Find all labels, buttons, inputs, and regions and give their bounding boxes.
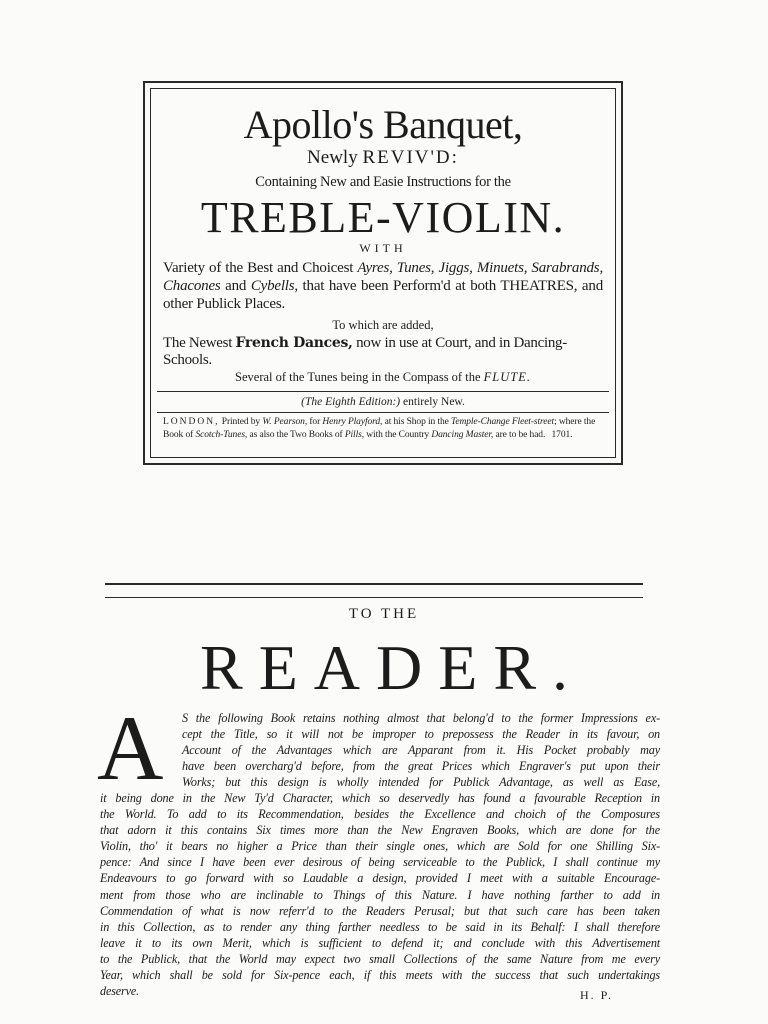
drop-cap: A <box>97 697 164 799</box>
preface-line: that adorn it this contains Six times more than the New Engraven Books, which are done for the <box>100 823 660 838</box>
divider <box>157 412 609 413</box>
preface-line: to the Publick, that the World may expect two small Collections of the same Nature from me every <box>100 951 660 966</box>
imprint-pills: Pills, <box>344 430 365 440</box>
with-label: WITH <box>359 241 407 255</box>
preface-line: the World. To add to its Recommendation, besides the Excellence and choich of the Composures <box>100 807 660 822</box>
subtitle-revived <box>163 147 603 169</box>
title-page-frame <box>143 81 623 465</box>
flute-word: FLUTE. <box>483 370 531 384</box>
imprint-scotch: Scotch-Tunes, <box>195 430 248 440</box>
variety-part-italic: Ayres, Tunes, Jiggs, Minuets, Sarabrands, Chacones <box>163 260 603 294</box>
preface-line: Endeavours to go forward with so Laudable a design, provided I meet with a suitable Encourage- <box>100 871 660 886</box>
preface-line: S the following Book retains nothing almost that belong'd to the former Impressions ex- <box>182 711 660 725</box>
imprint-publisher: Henry Playford, <box>322 417 383 427</box>
preface-line: pence: And since I have been ever desirous of being serviceable to the Publick, I shall continue my <box>100 855 660 870</box>
imprint-text: with the Country <box>364 430 432 440</box>
french-dances-blackletter: French Dances, <box>235 335 353 351</box>
imprint <box>163 416 603 442</box>
variety-part: and <box>220 278 251 294</box>
header-rule-thick <box>105 583 643 585</box>
imprint-year: 1701. <box>551 430 573 440</box>
divider <box>157 391 609 392</box>
variety-paragraph <box>163 259 603 313</box>
preface-line: Commendation of what is now referr'd to the Readers Perusal; but that such care has been taken <box>100 903 660 918</box>
preface-line: Year, which shall be sold for Six-pence each, if this meets with the success that such undertakings <box>100 967 660 982</box>
book-title: Apollo's Banquet, <box>243 102 523 147</box>
imprint-text: as also the Two Books of <box>247 430 345 440</box>
flute-note <box>163 369 603 385</box>
newest-prefix: The Newest <box>163 335 236 351</box>
to-the-label: TO THE <box>348 606 420 622</box>
imprint-text: are to be had. <box>493 430 546 440</box>
imprint-printer: W. Pearson, <box>262 417 308 427</box>
signature-initials: H. P. <box>580 988 614 1002</box>
preface-line: leave it to its own Merit, which is sufficient to defend it; and conclude with this Advertisement <box>100 935 660 950</box>
imprint-dancing-master: Dancing Master, <box>431 430 494 440</box>
preface-line: deserve. <box>100 983 140 998</box>
preface-line: Works; but this design is wholly intended for Publick Advantage, as well as Ease, <box>182 775 660 790</box>
imprint-text: at his Shop in the <box>382 417 452 427</box>
preface-body <box>100 710 660 999</box>
newest-suffix: now in use at Court, and in Dancing-Schools. <box>163 335 567 368</box>
header-rule-thin <box>105 597 643 598</box>
subtitle-revived-caps: REVIV'D: <box>362 147 459 168</box>
reader-heading: READER. <box>200 632 584 703</box>
preface-line: cept the Title, so it will not be improper to prepossess the Reader in its favour, on <box>182 727 660 742</box>
preface-line: in this Collection, as to render any thing farther needless to be said in its Behalf: I shall therefore <box>100 919 660 934</box>
edition-rest: entirely New. <box>400 396 465 408</box>
imprint-text: for <box>307 417 323 427</box>
variety-part-italic: Cybells, <box>250 278 298 294</box>
subtitle-containing: Containing New and Easie Instructions for the <box>255 174 511 190</box>
imprint-text: Printed by <box>219 417 263 427</box>
newest-dances-line <box>163 335 603 369</box>
variety-part: Variety of the Best and Choicest <box>163 260 358 276</box>
subtitle-newly: Newly <box>307 147 358 168</box>
imprint-london: LONDON, <box>163 417 220 427</box>
flute-note-text: Several of the Tunes being in the Compass of the <box>235 370 484 384</box>
edition-italic: (The Eighth Edition:) <box>301 396 401 408</box>
imprint-place: Temple-Change Fleet-street <box>451 417 555 427</box>
preface-line: it being done in the New Ty'd Character, which so deservedly has found a favourable Reception in <box>100 791 660 806</box>
imprint-text: ; where the Book of <box>163 417 596 440</box>
preface-line: Account of the Advantages which are Apparant from it. His Pocket probably may <box>182 743 660 758</box>
title-page-inner-frame <box>150 88 616 458</box>
variety-part: that have been Perform'd at both THEATRES, and other Publick Places. <box>163 278 603 312</box>
to-which-added: To which are added, <box>332 318 434 332</box>
preface-line: Violin, tho' it bears no higher a Price than their single ones, which are Sold for one Shilling Six- <box>100 839 660 854</box>
edition-line <box>163 394 603 410</box>
instrument-heading: TREBLE-VIOLIN. <box>200 193 566 242</box>
preface-line: have been overcharg'd before, from the great Prices which Engraver's put upon their <box>182 759 660 774</box>
preface-line: ment from those who are inclinable to Things of this Nature. I have nothing farther to add in <box>100 887 660 902</box>
